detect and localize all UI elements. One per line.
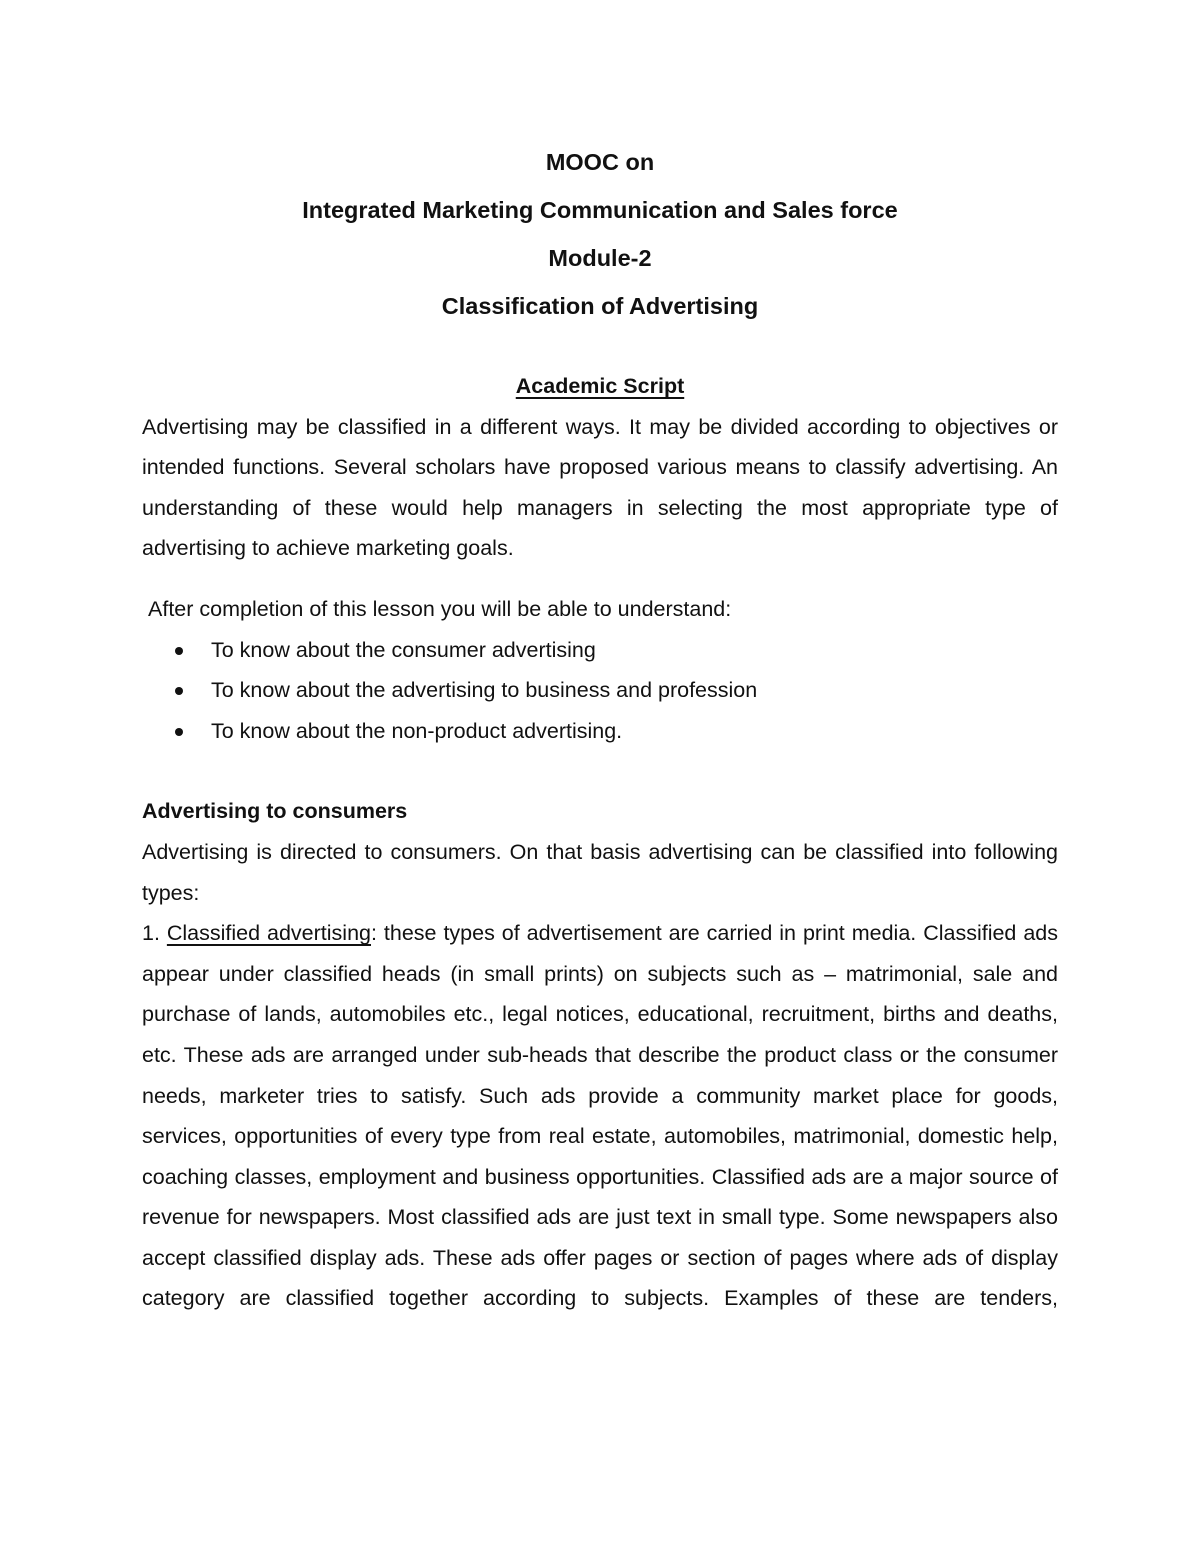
classified-advertising-body: : these types of advertisement are carried in print media. Classified ads appear under classified heads (in small prints) on subjects such as – matrimonial, sale and purchase of lands, automobiles etc., legal notices, educational, recruitment, births and deaths, etc. These ads are arranged under sub-heads that describe the product class or the consumer needs, marketer tries to satisfy. Such ads provide a community market place for goods, services, opportunities of every type from real estate, automobiles, matrimonial, domestic help, coaching classes, employment and business opportunities. Classified ads are a major source of revenue for newspapers. Most classified ads are just text in small type. Some newspapers also accept classified display ads. These ads offer pages or section of pages where ads of display category are classified together according to subjects. Examples of these are tenders, bbox=[142, 921, 1058, 1311]
module-label: Module-2 bbox=[548, 245, 652, 271]
list-item bbox=[142, 670, 1058, 711]
list-item-text: To know about the advertising to business and profession bbox=[211, 678, 758, 703]
spacer bbox=[142, 751, 1058, 791]
academic-script-paragraph: Advertising may be classified in a different ways. It may be divided according to objectives or intended functions. Several scholars have proposed various means to classify advertising. An understanding of these would help managers in selecting the most appropriate type of advertising to achieve marketing goals. bbox=[142, 414, 1058, 561]
list-item bbox=[142, 711, 1058, 752]
document-title-block bbox=[0, 138, 1200, 330]
document-body bbox=[142, 366, 1058, 1319]
module-title: Classification of Advertising bbox=[441, 293, 759, 319]
classified-advertising-term: Classified advertising bbox=[166, 921, 371, 946]
bullet-icon bbox=[175, 728, 183, 736]
classified-advertising-paragraph bbox=[142, 913, 1058, 1319]
consumers-intro-paragraph: Advertising is directed to consumers. On that basis advertising can be classified into following types: bbox=[142, 839, 1058, 905]
list-item-text: To know about the consumer advertising bbox=[211, 637, 596, 662]
course-title: Integrated Marketing Communication and Sales force bbox=[302, 197, 898, 223]
consumers-section-heading: Advertising to consumers bbox=[142, 799, 408, 824]
list-item-text: To know about the non-product advertising. bbox=[211, 718, 623, 743]
list-item bbox=[142, 630, 1058, 671]
academic-script-heading: Academic Script bbox=[515, 374, 685, 398]
objectives-list bbox=[142, 630, 1058, 752]
objectives-intro: After completion of this lesson you will be able to understand: bbox=[148, 596, 732, 621]
bullet-icon bbox=[175, 647, 183, 655]
bullet-icon bbox=[175, 687, 183, 695]
spacer bbox=[142, 569, 1058, 589]
course-label: MOOC on bbox=[545, 149, 655, 175]
item-number: 1. bbox=[142, 921, 167, 946]
